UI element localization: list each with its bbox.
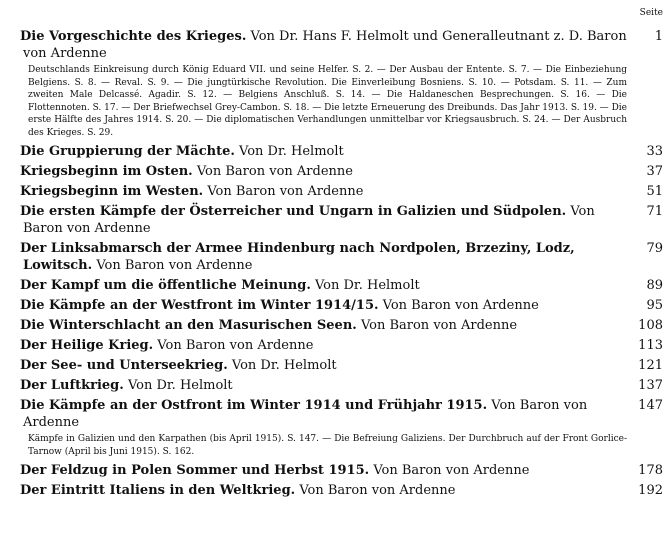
chapter-author: Von Baron von Ardenne: [23, 204, 595, 236]
chapter-title: Der See- und Unterseekrieg.: [20, 358, 228, 373]
chapter-title: Der Heilige Krieg.: [20, 338, 154, 353]
page-column-header: Seite: [639, 8, 663, 18]
chapter-author: Von Baron von Ardenne: [157, 338, 314, 353]
page-number: 137: [638, 378, 663, 393]
toc-entry-row: [20, 482, 663, 499]
page-number: 147: [638, 398, 663, 413]
toc-entry-row: [20, 277, 663, 294]
chapter-author: Von Baron von Ardenne: [360, 318, 518, 333]
chapter-author: Von Dr. Helmolt: [231, 358, 337, 373]
chapter-author: Von Baron von Ardenne: [373, 463, 530, 478]
toc-entry-heading: [20, 163, 629, 180]
toc-entry-row: [20, 397, 663, 431]
toc-entry-heading: [20, 203, 629, 237]
page-number: 108: [638, 318, 663, 333]
toc-entry-heading: [20, 28, 629, 62]
chapter-title: Die Gruppierung der Mächte.: [20, 144, 235, 159]
toc-entry-row: [20, 143, 663, 160]
toc-entry-heading: [20, 143, 629, 160]
chapter-title: Die Kämpfe an der Ostfront im Winter 1914 und Frühjahr 1915.: [20, 398, 488, 413]
toc-entry: [20, 397, 663, 458]
toc-entry-row: [20, 28, 663, 62]
page-number: 1: [654, 29, 663, 44]
chapter-title: Der Feldzug in Polen Sommer und Herbst 1915.: [20, 463, 370, 478]
page-number: 79: [646, 241, 663, 256]
chapter-author: Von Dr. Helmolt: [314, 278, 420, 293]
chapter-title: Die Kämpfe an der Westfront im Winter 1914/15.: [20, 298, 379, 313]
toc-entry-heading: [20, 183, 629, 200]
toc-entry-row: [20, 337, 663, 354]
toc-entry-heading: [20, 357, 629, 374]
toc-entry: [20, 337, 663, 354]
chapter-subtopics: Kämpfe in Galizien und den Karpathen (bis April 1915). S. 147. — Die Befreiung Galiziens. Der Durchbruch auf der Front Gorlice-Tarnow (April bis Juni 1915). S. 162.: [28, 434, 627, 457]
chapter-author: Von Baron von Ardenne: [299, 483, 456, 498]
toc-entry: [20, 28, 663, 139]
chapter-author: Von Baron von Ardenne: [382, 298, 539, 313]
toc-entry: [20, 357, 663, 374]
chapter-title: Der Kampf um die öffentliche Meinung.: [20, 278, 311, 293]
toc-entry-row: [20, 377, 663, 394]
toc-entry-heading: [20, 397, 629, 431]
chapter-author: Von Baron von Ardenne: [196, 164, 353, 179]
toc-entry: [20, 183, 663, 200]
toc-entry: [20, 297, 663, 314]
chapter-author: Von Dr. Helmolt: [239, 144, 344, 159]
toc-entry-heading: [20, 337, 629, 354]
toc-entry: [20, 462, 663, 479]
page-number: 71: [646, 204, 663, 219]
toc-entry-heading: [20, 317, 629, 334]
toc-entry: [20, 277, 663, 294]
chapter-author: Von Baron von Ardenne: [23, 398, 588, 430]
toc-entry-row: [20, 357, 663, 374]
toc-entry-row: [20, 240, 663, 274]
chapter-author: Von Dr. Helmolt: [127, 378, 233, 393]
toc-entry-row: [20, 183, 663, 200]
toc-entries: [20, 28, 663, 502]
toc-entry-row: [20, 317, 663, 334]
toc-entry: [20, 143, 663, 160]
toc-entry: [20, 240, 663, 274]
toc-entry-heading: [20, 377, 629, 394]
toc-entry-heading: [20, 297, 629, 314]
toc-entry: [20, 377, 663, 394]
chapter-title: Kriegsbeginn im Westen.: [20, 184, 204, 199]
toc-entry: [20, 203, 663, 237]
page-number: 192: [638, 483, 663, 498]
chapter-title: Der Luftkrieg.: [20, 378, 124, 393]
chapter-subtopics: Deutschlands Einkreisung durch König Eduard VII. und seine Helfer. S. 2. — Der Ausbau der Entente. S. 7. — Die Einbeziehung Belgiens. S. 8. — Reval. S. 9. — Die jungtürkische Revolution. Die Einverleibung Bosniens. S. 10. — Potsdam. S. 11. — Zum zweiten Male Delcassé. Agadir. S. 12. — Belgiens Anschluß. S. 14. — Die Haldaneschen Besprechungen. S. 16. — Die Flottennoten. S. 17. — Der Briefwechsel Grey-Cambon. S. 18. — Die letzte Erneuerung des Dreibunds. Das Jahr 1913. S. 19. — Die erste Hälfte des Jahres 1914. S. 20. — Die diplomatischen Verhandlungen unmittelbar vor Kriegsausbruch. S. 24. — Der Ausbruch des Krieges. S. 29.: [28, 65, 627, 138]
chapter-title: Die ersten Kämpfe der Österreicher und Ungarn in Galizien und Südpolen.: [20, 204, 567, 219]
chapter-author: Von Baron von Ardenne: [96, 258, 253, 273]
page-number: 37: [646, 164, 663, 179]
page-number: 121: [638, 358, 663, 373]
page-number: 95: [646, 298, 663, 313]
toc-entry-heading: [20, 240, 629, 274]
page-number: 89: [646, 278, 663, 293]
chapter-author: Von Baron von Ardenne: [207, 184, 364, 199]
toc-entry-row: [20, 163, 663, 180]
toc-entry-row: [20, 203, 663, 237]
toc-entry-heading: [20, 277, 629, 294]
chapter-title: Die Winterschlacht an den Masurischen Seen.: [20, 318, 357, 333]
chapter-author: Von Dr. Hans F. Helmolt und Generalleutnant z. D. Baron von Ardenne: [23, 29, 627, 61]
page-number: 33: [646, 144, 663, 159]
toc-entry-row: [20, 297, 663, 314]
page-number: 51: [646, 184, 663, 199]
chapter-title: Die Vorgeschichte des Krieges.: [20, 29, 247, 44]
toc-entry: [20, 163, 663, 180]
page-number: 178: [638, 463, 663, 478]
toc-entry-heading: [20, 462, 629, 479]
toc-entry: [20, 482, 663, 499]
page-number: 113: [638, 338, 663, 353]
toc-entry-heading: [20, 482, 629, 499]
toc-entry: [20, 317, 663, 334]
chapter-title: Der Linksabmarsch der Armee Hindenburg nach Nordpolen, Brzeziny, Lodz, Lowitsch.: [20, 241, 575, 273]
chapter-title: Kriegsbeginn im Osten.: [20, 164, 193, 179]
toc-entry-row: [20, 462, 663, 479]
chapter-title: Der Eintritt Italiens in den Weltkrieg.: [20, 483, 296, 498]
